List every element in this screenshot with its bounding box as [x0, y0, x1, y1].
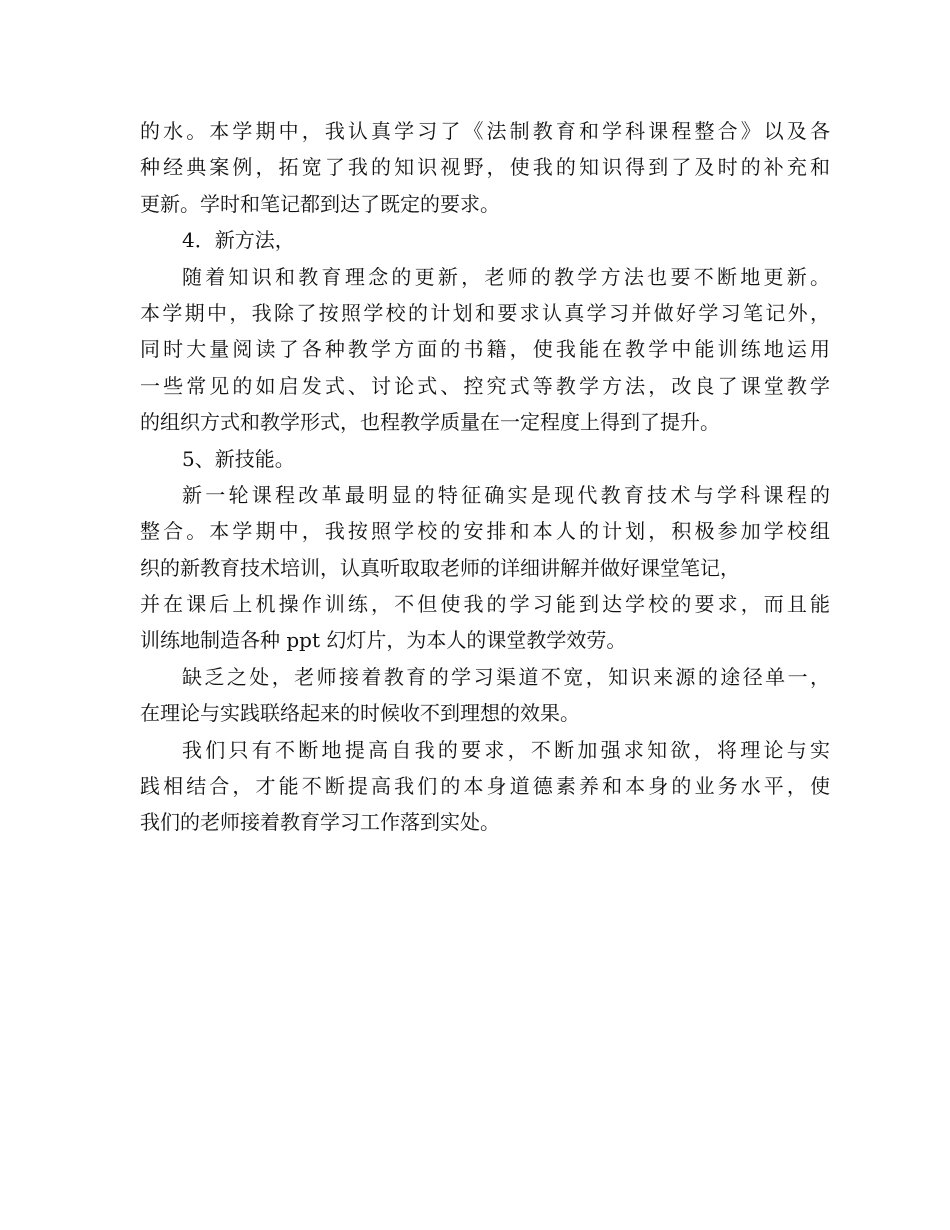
- text-line: 我们只有不断地提高自我的要求，不断加强求知欲，将理论与实: [182, 737, 830, 762]
- text-line: 新一轮课程改革最明显的特征确实是现代教育技术与学科课程的: [182, 482, 830, 507]
- text-line: 缺乏之处，老师接着教育的学习渠道不宽，知识来源的途径单一，: [182, 664, 830, 689]
- document-body: [140, 113, 830, 841]
- text-line: 并在课后上机操作训练，不但使我的学习能到达学校的要求，而且能: [140, 592, 830, 617]
- text-line: 践相结合，才能不断提高我们的本身道德素养和本身的业务水平，使: [140, 774, 830, 799]
- text-line: 种经典案例，拓宽了我的知识视野，使我的知识得到了及时的补充和: [140, 155, 830, 180]
- section-heading: 4．新方法，: [182, 228, 295, 253]
- text-line: 的组织方式和教学形式，也程教学质量在一定程度上得到了提升。: [140, 410, 720, 435]
- text-line: 整合。本学期中，我按照学校的安排和本人的计划，积极参加学校组: [140, 519, 830, 544]
- text-line: 一些常见的如启发式、讨论式、控究式等教学方法，改良了课堂教学: [140, 373, 830, 398]
- text-line: 本学期中，我除了按照学校的计划和要求认真学习并做好学习笔记外，: [140, 300, 830, 325]
- text-line: 织的新教育技术培训，认真听取取老师的详细讲解并做好课堂笔记，: [140, 555, 740, 580]
- text-line: 我们的老师接着教育学习工作落到实处。: [140, 810, 500, 835]
- section-heading: 5、新技能。: [182, 446, 295, 471]
- text-line: 训练地制造各种 ppt 幻灯片，为本人的课堂教学效劳。: [140, 628, 627, 653]
- text-line: 同时大量阅读了各种教学方面的书籍，使我能在教学中能训练地运用: [140, 337, 830, 362]
- text-line: 随着知识和教育理念的更新，老师的教学方法也要不断地更新。: [182, 264, 830, 289]
- text-line: 在理论与实践联络起来的时候收不到理想的效果。: [140, 701, 580, 726]
- text-line: 的水。本学期中，我认真学习了《法制教育和学科课程整合》以及各: [140, 119, 830, 143]
- text-line: 更新。学时和笔记都到达了既定的要求。: [140, 191, 500, 216]
